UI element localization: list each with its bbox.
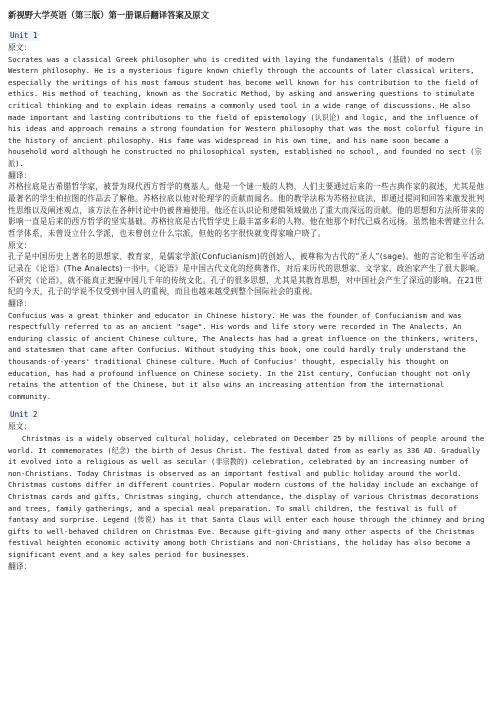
source-text-confucius: 孔子是中国历史上著名的思想家、教育家，是儒家学派(Confucianism)的创始人，被尊称为古代的“圣人”(sage)。他的言论和生平活动记录在《论语》(The Analects)一书中。《论语》是中国古代文化的经典著作，对后来历代的思想家、文学家、政治家产生了很大影响。不研究《论语》，就不能真正把握中国几千年的传统文化。孔子的很多思想，尤其是其教育思想，对中国社会产生了深远的影响。在21世纪的今天，孔子的学说不仅受到中国人的重视，而且也越来越受到整个国际社会的重视。 — [8, 252, 485, 297]
section-label: 原文： — [8, 43, 32, 52]
translation-text-socrates: 苏格拉底是古希腊哲学家，被誉为现代西方哲学的奠基人。他是一个谜一般的人物，人们主要通过后来的一些古典作家的叙述，尤其是他最著名的学生柏拉图的作品去了解他。苏格拉底以他对伦理学的贡献而闻名。他的教学法称为苏格拉底法，即通过提问和回答来激发批判性思维以及阐述观点，该方法在各种讨论中仍被普遍使用。他还在认识论和逻辑领域做出了重大而深远的贡献。他的思想和方法所带来的影响一直是后来的西方哲学的坚实基础。苏格拉底是古代哲学史上最丰富多彩的人物。他在他那个时代已威名远扬。虽然他未曾建立什么哲学体系，未曾设立什么学派，也未曾创立什么宗派，但他的名字很快就变得家喻户晓了。 — [8, 182, 485, 238]
document-title: 新视野大学英语（第三版）第一册课后翻译答案及原文 — [8, 10, 209, 20]
unit-1 — [8, 23, 487, 402]
unit-2 — [8, 402, 487, 572]
unit-heading: Unit 2 — [10, 410, 38, 420]
section-label: 翻译： — [8, 170, 32, 180]
section-label: 原文： — [8, 240, 32, 250]
unit-heading: Unit 1 — [10, 31, 38, 40]
section-label: 翻译： — [8, 299, 32, 309]
source-text-socrates: Socrates was a classical Greek philosopher who is credited with laying the fundamentals (基础) of modern Western philosophy. He is a mysterious figure known chiefly through the accounts of later classical writers, especially the writings of his most famous student has become well known for his contribution to the field of ethics. His method of teaching, known as the Socratic Method, by asking and answering questions to stimulate critical thinking and to explain ideas remains a commonly used tool in a wide range of discussions. He also made important and lasting contributions to the field of epistemology (认识论) and logic, and the influence of his ideas and approach remains a strong foundation for Western philosophy that was the most colorful figure in the history of ancient philosophy. His fame was widespread in his own time, and his name soon became a household word although he constructed no philosophical system, established no school, and founded no sect (宗派). — [8, 54, 484, 168]
translation-text-confucius: Confucius was a great thinker and educator in Chinese history. He was the founder of Confucianism and was respectfully referred to as an ancient "sage". His words and life story were recorded in The Analects. An enduring classic of ancient Chinese culture, The Analects has had a great influence on the thinkers, writers, and statesmen that came after Confucius. Without studying this book, one could hardly truly understand the thousands-of-years' traditional Chinese culture. Much of Confucius' thought, especially his thought on education, has had a profound influence on Chinese society. In the 21st century, Confucian thought not only retains the attention of the Chinese, but it also wins an increasing attention from the international community. — [8, 310, 479, 401]
source-text-christmas: Christmas is a widely observed cultural holiday, celebrated on December 25 by millions of people around the world. It commemorates (纪念) the birth of Jesus Christ. The festival dated from as early as 336 AD. Gradually it evolved into a religious as well as secular (非宗教的) celebration, celebrated by an increasing number of non-Christians. Today Christmas is observed as an important festival and public holiday around the world. Christmas customs differ in different countries. Popular modern customs of the holiday include an exchange of Christmas cards and gifts, Christmas singing, church attendance, the display of various Christmas decorations and trees, family gatherings, and a special meal preparation. To small children, the festival is full of fantasy and surprise. Legend (传说) has it that Santa Claus will enter each house through the chimney and bring gifts to well-behaved children on Christmas Eve. Because gift-giving and many other aspects of the Christmas festival heighten economic activity among both Christians and non-Christians, the holiday has also become a significant event and a key sales period for businesses. — [8, 433, 485, 559]
section-label: 翻译： — [8, 561, 32, 571]
section-label: 原文： — [8, 422, 32, 432]
